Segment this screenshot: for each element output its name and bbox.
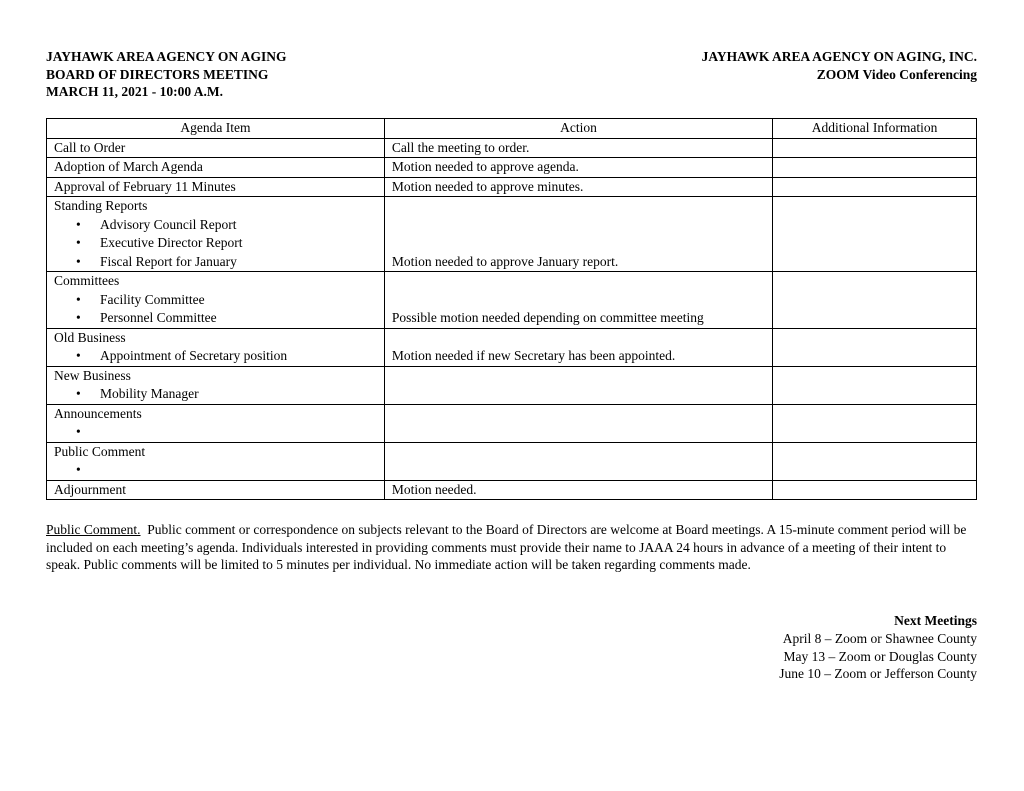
agenda-item-title: New Business <box>54 367 131 383</box>
agenda-subitem-label: Appointment of Secretary position <box>100 348 288 363</box>
action-cell: Motion needed to approve minutes. <box>384 177 772 197</box>
agenda-subitem-label: Personnel Committee <box>100 310 217 325</box>
agenda-item-title: Adjournment <box>54 481 126 497</box>
agenda-subitem <box>54 347 384 366</box>
agenda-item-cell <box>47 197 385 272</box>
organization-name: JAYHAWK AREA AGENCY ON AGING, INC. <box>701 49 977 64</box>
action-cell <box>384 366 772 404</box>
additional-info-cell <box>773 197 977 272</box>
agenda-item-cell <box>47 404 385 442</box>
meeting-date: MARCH 11, 2021 - 10:00 A.M. <box>46 84 223 99</box>
action-cell: Motion needed. <box>384 480 772 500</box>
agenda-table <box>46 118 977 500</box>
agenda-item-title: Old Business <box>54 329 126 345</box>
bullet-icon <box>76 234 100 253</box>
additional-info-cell <box>773 328 977 366</box>
meeting-location: ZOOM Video Conferencing <box>816 66 977 82</box>
bullet-icon <box>76 461 100 480</box>
agenda-item-title: Standing Reports <box>54 198 148 213</box>
table-row <box>47 404 977 442</box>
column-header-action: Action <box>384 119 772 139</box>
agenda-item-cell <box>47 328 385 366</box>
agenda-subitem-label: Fiscal Report for January <box>100 253 237 269</box>
agenda-item-cell <box>47 272 385 329</box>
additional-info-cell <box>773 442 977 480</box>
table-row <box>47 442 977 480</box>
table-row <box>47 177 977 197</box>
public-comment-paragraph <box>46 521 976 574</box>
table-row <box>47 197 977 272</box>
agenda-subitem-label: Advisory Council Report <box>100 216 237 232</box>
agenda-subitem <box>54 385 384 404</box>
table-row <box>47 272 977 329</box>
bullet-icon <box>76 216 100 235</box>
public-comment-title: Public Comment. <box>46 522 141 537</box>
bullet-icon <box>76 423 100 442</box>
column-header-additional-info: Additional Information <box>773 119 977 139</box>
next-meeting-item: June 10 – Zoom or Jefferson County <box>779 666 977 682</box>
agenda-item-cell <box>47 480 385 500</box>
table-row <box>47 480 977 500</box>
meeting-title: BOARD OF DIRECTORS MEETING <box>46 66 269 82</box>
bullet-icon <box>76 291 100 310</box>
table-row <box>47 138 977 158</box>
action-cell: Call the meeting to order. <box>384 138 772 158</box>
bullet-icon <box>76 309 100 328</box>
agenda-item-cell <box>47 442 385 480</box>
action-cell: Motion needed to approve agenda. <box>384 158 772 178</box>
bullet-icon <box>76 253 100 272</box>
agenda-subitem <box>54 234 384 253</box>
agenda-subitem-label: Executive Director Report <box>100 235 243 250</box>
additional-info-cell <box>773 177 977 197</box>
next-meeting-item: April 8 – Zoom or Shawnee County <box>782 630 977 646</box>
agenda-header-row <box>47 119 977 139</box>
next-meeting-item: May 13 – Zoom or Douglas County <box>783 648 977 664</box>
agenda-item-title: Adoption of March Agenda <box>54 159 203 174</box>
agenda-item-cell <box>47 177 385 197</box>
action-cell <box>384 442 772 480</box>
agenda-item-title: Call to Order <box>54 139 126 155</box>
agenda-item-cell <box>47 138 385 158</box>
agenda-subitem <box>54 461 384 480</box>
agenda-body <box>47 138 977 500</box>
agenda-subitem-label: Facility Committee <box>100 291 205 307</box>
agenda-subitem <box>54 309 384 328</box>
action-cell <box>384 404 772 442</box>
agenda-item-cell <box>47 366 385 404</box>
agency-name: JAYHAWK AREA AGENCY ON AGING <box>46 49 287 64</box>
bullet-icon <box>76 347 100 366</box>
additional-info-cell <box>773 404 977 442</box>
next-meetings <box>779 612 977 683</box>
additional-info-cell <box>773 138 977 158</box>
agenda-item-title: Public Comment <box>54 443 146 459</box>
column-header-agenda-item: Agenda Item <box>47 119 385 139</box>
agenda-item-title: Committees <box>54 273 120 288</box>
header-right <box>702 48 977 83</box>
agenda-subitem <box>54 291 384 310</box>
public-comment-text: Public comment or correspondence on subjects relevant to the Board of Directors are welcome at Board meetings. A 15-minute comment period will be included on each meeting’s agenda. Individuals interested in providing comments must provide their name to JAAA 24 hours in advance of a meeting of their intent to speak. Public comments will be limited to 5 minutes per individual. No immediate action will be taken regarding comments made. <box>46 522 967 572</box>
table-row <box>47 328 977 366</box>
additional-info-cell <box>773 480 977 500</box>
action-cell: Possible motion needed depending on committee meeting <box>384 272 772 329</box>
agenda-item-cell <box>47 158 385 178</box>
agenda-item-title: Approval of February 11 Minutes <box>54 178 236 194</box>
agenda-subitem <box>54 216 384 235</box>
agenda-subitem-label: Mobility Manager <box>100 386 199 401</box>
agenda-subitem <box>54 423 384 442</box>
action-cell: Motion needed if new Secretary has been appointed. <box>384 328 772 366</box>
agenda-item-title: Announcements <box>54 405 142 421</box>
table-row <box>47 366 977 404</box>
additional-info-cell <box>773 158 977 178</box>
additional-info-cell <box>773 366 977 404</box>
header-left <box>46 48 287 101</box>
action-cell: Motion needed to approve January report. <box>384 197 772 272</box>
additional-info-cell <box>773 272 977 329</box>
agenda-subitem <box>54 253 384 272</box>
table-row <box>47 158 977 178</box>
bullet-icon <box>76 385 100 404</box>
next-meetings-title: Next Meetings <box>894 613 977 628</box>
